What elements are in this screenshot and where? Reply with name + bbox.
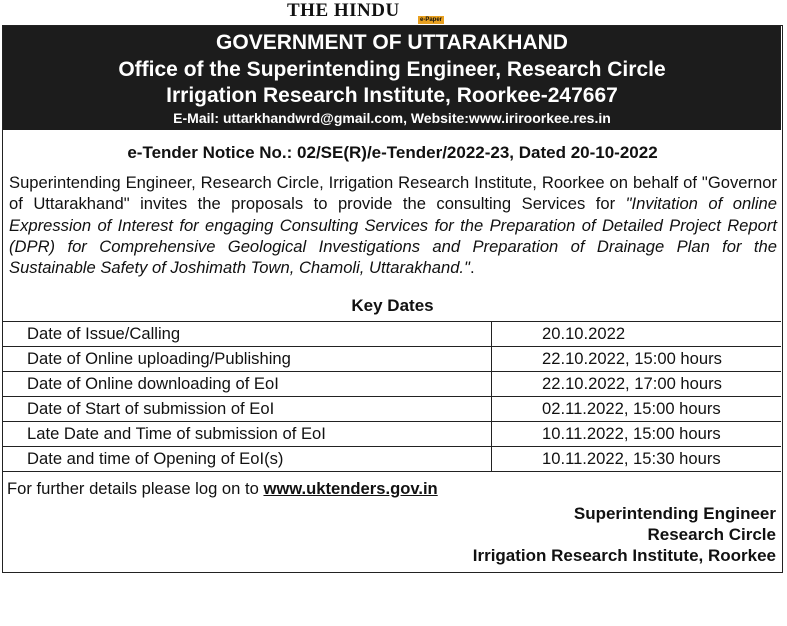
- key-dates-table: [3, 321, 781, 472]
- key-date-row: [3, 447, 781, 472]
- key-date-value: 02.11.2022, 15:00 hours: [492, 397, 782, 422]
- key-date-value: 22.10.2022, 17:00 hours: [492, 372, 782, 397]
- key-date-value: 10.11.2022, 15:30 hours: [492, 447, 782, 472]
- tender-website-link[interactable]: www.uktenders.gov.in: [263, 479, 438, 498]
- key-date-label: Date and time of Opening of EoI(s): [3, 447, 492, 472]
- key-date-label: Date of Start of submission of EoI: [3, 397, 492, 422]
- key-date-label: Late Date and Time of submission of EoI: [3, 422, 492, 447]
- body-intro: Superintending Engineer, Research Circle, Irrigation Research Institute, Roorkee on behalf of "Governor of Uttarakhand" invites the proposals to provide the consulting Services for: [9, 173, 777, 214]
- key-date-row: [3, 347, 781, 372]
- notice-number: e-Tender Notice No.: 02/SE(R)/e-Tender/2022-23, Dated 20-10-2022: [127, 143, 658, 162]
- key-date-row: [3, 322, 781, 347]
- signatory-institute: Irrigation Research Institute, Roorkee: [472, 546, 776, 565]
- signatory-title: Superintending Engineer: [573, 504, 776, 523]
- key-date-label: Date of Online uploading/Publishing: [3, 347, 492, 372]
- key-dates-title: Key Dates: [351, 296, 434, 315]
- notice-body: [9, 172, 777, 278]
- tender-notice: [2, 25, 783, 573]
- key-date-row: [3, 397, 781, 422]
- office-title: Office of the Superintending Engineer, Research Circle: [118, 58, 666, 81]
- key-date-label: Date of Online downloading of EoI: [3, 372, 492, 397]
- contact-line: E-Mail: uttarkhandwrd@gmail.com, Website:www.iriroorkee.res.in: [173, 110, 611, 126]
- key-date-row: [3, 372, 781, 397]
- further-details: [7, 479, 438, 499]
- key-date-value: 20.10.2022: [492, 322, 782, 347]
- key-date-value: 22.10.2022, 15:00 hours: [492, 347, 782, 372]
- key-date-value: 10.11.2022, 15:00 hours: [492, 422, 782, 447]
- government-title: GOVERNMENT OF UTTARAKHAND: [216, 31, 568, 54]
- newspaper-logo: THE HINDU: [287, 0, 400, 21]
- further-text: For further details please log on to: [7, 479, 264, 498]
- body-end: .: [469, 258, 475, 278]
- key-date-label: Date of Issue/Calling: [3, 322, 492, 347]
- institute-title: Irrigation Research Institute, Roorkee-247667: [166, 84, 618, 107]
- key-date-row: [3, 422, 781, 447]
- newspaper-masthead: [0, 0, 787, 24]
- signatory-circle: Research Circle: [647, 525, 776, 544]
- epaper-badge: e-Paper: [420, 17, 443, 23]
- body-subject: "Invitation of online Expression of Interest for engaging Consulting Services for the Preparation of Detailed Project Report (DPR) for Comprehensive Geological Investigations and Preparation of Drainage Plan for the Sustainable Safety of Joshimath Town, Chamoli, Uttarakhand.": [9, 194, 778, 278]
- notice-header: [3, 26, 781, 130]
